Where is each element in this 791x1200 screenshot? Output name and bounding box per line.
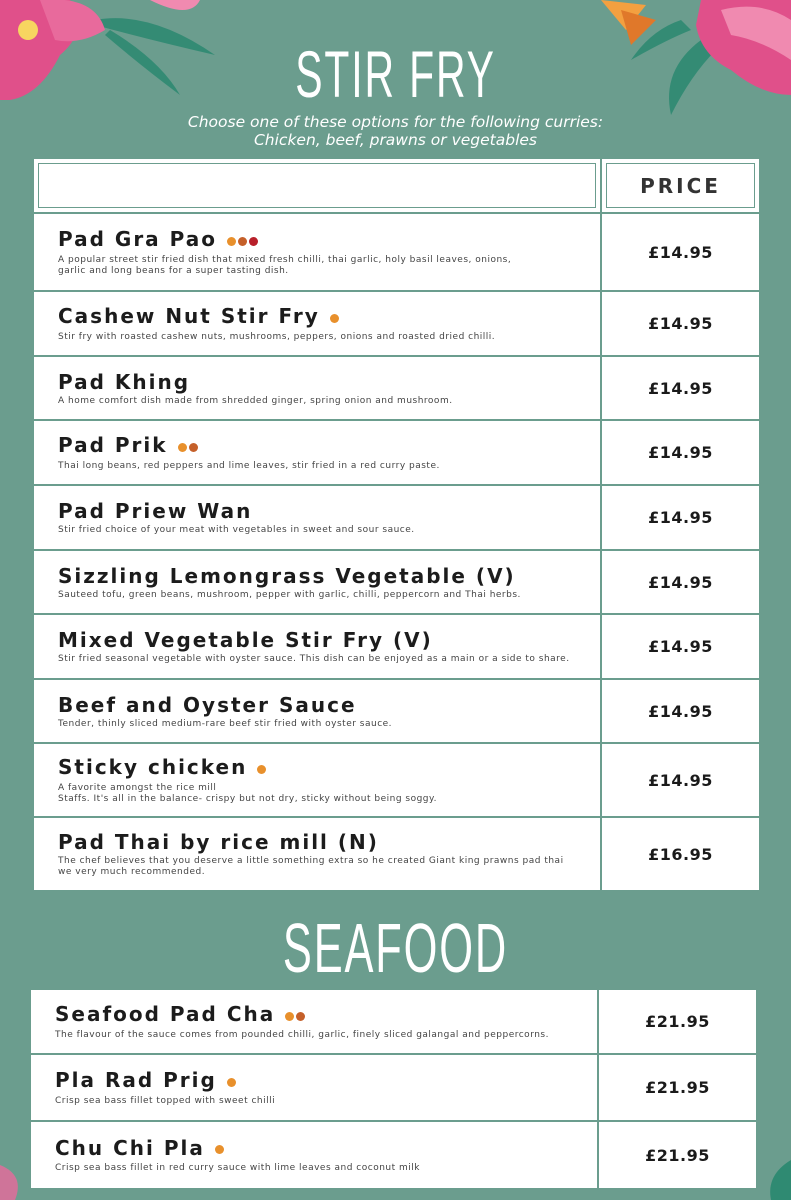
stir-fry-menu-table: [32, 157, 761, 892]
dish-name-text: Chu Chi Pla: [55, 1135, 205, 1160]
chilli-dot-icon: [296, 1012, 305, 1021]
chilli-dot-icon: [257, 765, 266, 774]
dish-description: Tender, thinly sliced medium-rare beef stir fried with oyster sauce.: [58, 718, 393, 729]
leaf-bottom-left: [0, 1155, 30, 1200]
dish-price: £14.95: [601, 550, 760, 614]
menu-item-row: [33, 817, 760, 891]
dish-description: A favorite amongst the rice mill Staffs. It's all in the balance- crispy but not dry, sticky without being soggy.: [58, 782, 437, 804]
stir-fry-title: STIR FRY: [295, 37, 496, 111]
spice-level-indicator: [330, 304, 341, 328]
dish-description: The chef believes that you deserve a little something extra so he created Giant king prawns pad thai we very much recommended.: [58, 856, 564, 877]
dish-name-text: Beef and Oyster Sauce: [58, 692, 357, 717]
dish-cell: [33, 420, 601, 485]
dish-price: £14.95: [601, 213, 760, 291]
dish-price: £14.95: [601, 291, 760, 356]
dish-description: Thai long beans, red peppers and lime leaves, stir fried in a red curry paste.: [58, 460, 440, 471]
dish-name-text: Pla Rad Prig: [55, 1068, 217, 1093]
chilli-dot-icon: [227, 1078, 236, 1087]
dish-name: [58, 564, 588, 588]
dish-name: [58, 830, 588, 854]
dish-price: £14.95: [601, 485, 760, 550]
dish-name: [55, 1002, 585, 1028]
dish-description: Stir fried seasonal vegetable with oyster sauce. This dish can be enjoyed as a main or a side to share.: [58, 654, 570, 664]
dish-description: Crisp sea bass fillet in red curry sauce with lime leaves and coconut milk: [55, 1163, 420, 1174]
dish-cell: [33, 614, 601, 679]
spice-level-indicator: [285, 1002, 307, 1026]
dish-price: £16.95: [601, 817, 760, 891]
chilli-dot-icon: [238, 237, 247, 246]
dish-name: [55, 1068, 585, 1094]
dish-price: £21.95: [598, 1121, 757, 1189]
dish-name: [58, 755, 588, 781]
dish-price: £14.95: [601, 743, 760, 817]
dish-cell: [33, 817, 601, 891]
dish-cell: [33, 679, 601, 743]
dish-description: Stir fried choice of your meat with vegetables in sweet and sour sauce.: [58, 525, 415, 535]
spice-level-indicator: [215, 1135, 226, 1159]
dish-description: The flavour of the sauce comes from pounded chilli, garlic, finely sliced galangal and peppercorns.: [55, 1029, 549, 1040]
dish-name: [58, 499, 588, 523]
dish-name-text: Mixed Vegetable Stir Fry (V): [58, 628, 433, 652]
dish-name-text: Pad Khing: [58, 369, 191, 394]
dish-description: A popular street stir fried dish that mixed fresh chilli, thai garlic, holy basil leaves, onions, garlic and long beans for a super tasting dish.: [58, 254, 512, 276]
stir-fry-subtitle-line2: Chicken, beef, prawns or vegetables: [253, 131, 538, 149]
dish-price: £21.95: [598, 1054, 757, 1121]
menu-item-row: [33, 614, 760, 679]
dish-name-text: Pad Gra Pao: [58, 227, 217, 252]
dish-name-text: Seafood Pad Cha: [55, 1002, 276, 1027]
menu-item-row: [30, 989, 757, 1054]
dish-name-text: Pad Thai by rice mill (N): [58, 830, 379, 854]
menu-item-row: [33, 550, 760, 614]
dish-cell: [33, 356, 601, 420]
chilli-dot-icon: [189, 443, 198, 452]
stir-fry-subtitle-line1: Choose one of these options for the following curries:: [187, 113, 604, 131]
dish-name-text: Pad Priew Wan: [58, 499, 253, 523]
leaf-bottom-right: [761, 1160, 791, 1200]
dish-cell: [33, 291, 601, 356]
dish-price: £21.95: [598, 989, 757, 1054]
dish-name-text: Cashew Nut Stir Fry: [58, 304, 320, 329]
dish-cell: [33, 743, 601, 817]
dish-description: Crisp sea bass fillet topped with sweet chilli: [55, 1095, 276, 1106]
dish-price: £14.95: [601, 679, 760, 743]
chilli-dot-icon: [215, 1145, 224, 1154]
menu-item-row: [33, 485, 760, 550]
spice-level-indicator: [227, 227, 260, 251]
dish-name-text: Sticky chicken: [58, 755, 248, 780]
price-header-cell: [601, 158, 760, 213]
chilli-dot-icon: [227, 237, 236, 246]
menu-item-row: [33, 679, 760, 743]
dish-name: [55, 1136, 585, 1162]
dish-price: £14.95: [601, 614, 760, 679]
dish-name: [58, 370, 588, 394]
chilli-dot-icon: [285, 1012, 294, 1021]
dish-cell: [30, 989, 598, 1054]
dish-cell: [33, 213, 601, 291]
menu-item-row: [30, 1121, 757, 1189]
dish-name-text: Pad Prik: [58, 433, 168, 458]
spice-level-indicator: [227, 1068, 238, 1092]
dish-name-text: Sizzling Lemongrass Vegetable (V): [58, 563, 516, 588]
price-header: PRICE: [606, 163, 755, 208]
dish-price: £14.95: [601, 356, 760, 420]
menu-item-row: [33, 420, 760, 485]
dish-name: [58, 304, 588, 330]
dish-cell: [30, 1054, 598, 1121]
dish-price: £14.95: [601, 420, 760, 485]
menu-item-row: [30, 1054, 757, 1121]
name-header-cell: [33, 158, 601, 213]
dish-name: [58, 227, 588, 253]
dish-cell: [33, 485, 601, 550]
spice-level-indicator: [178, 433, 200, 457]
seafood-title: SEAFOOD: [282, 909, 509, 987]
dish-cell: [33, 550, 601, 614]
menu-item-row: [33, 356, 760, 420]
dish-name: [58, 628, 588, 652]
chilli-dot-icon: [249, 237, 258, 246]
menu-item-row: [33, 291, 760, 356]
spice-level-indicator: [257, 755, 268, 779]
menu-item-row: [33, 213, 760, 291]
dish-description: Sauteed tofu, green beans, mushroom, pepper with garlic, chilli, peppercorn and Thai herbs.: [58, 589, 521, 600]
table-header-row: [33, 158, 760, 213]
seafood-menu-table: [29, 988, 758, 1190]
dish-description: A home comfort dish made from shredded ginger, spring onion and mushroom.: [58, 395, 453, 406]
dish-name: [58, 433, 588, 459]
dish-name: [58, 693, 588, 717]
chilli-dot-icon: [178, 443, 187, 452]
dish-description: Stir fry with roasted cashew nuts, mushrooms, peppers, onions and roasted dried chilli.: [58, 331, 496, 342]
dish-cell: [30, 1121, 598, 1189]
menu-item-row: [33, 743, 760, 817]
chilli-dot-icon: [330, 314, 339, 323]
